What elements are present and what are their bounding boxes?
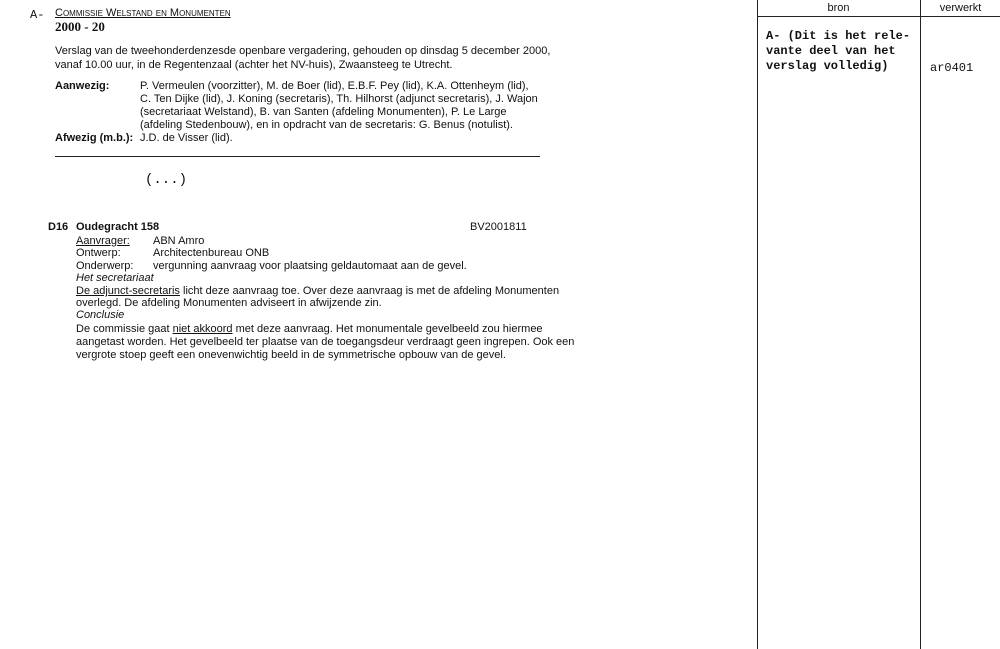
item-code: D16 [48,221,69,233]
present-label: Aanwezig: [55,80,110,92]
present-line-1: P. Vermeulen (voorzitter), M. de Boer (lid), E.B.F. Pey (lid), K.A. Ottenheym (lid), [140,80,529,92]
present-line-2: C. Ten Dijke (lid), J. Koning (secretaris), Th. Hilhorst (adjunct secretaris), J. Wajon [140,93,538,105]
absent-text: J.D. de Visser (lid). [140,132,233,144]
applicant-value: ABN Amro [153,235,205,247]
table-left-border [757,0,758,649]
marker-a: A- [30,8,45,22]
secretariat-line-1-rest: licht deze aanvraag toe. Over deze aanvraag is met de afdeling Monumenten [179,285,560,297]
design-label: Ontwerp: [76,247,121,259]
conclusion-line-3: vergrote stoep geeft een onevenwichtig beeld in de symmetrische opbouw van de gevel. [76,349,506,361]
applicant-label: Aanvrager: [76,235,130,247]
column-header-bron: bron [827,2,850,14]
header-org: Commissie Welstand en Monumenten [55,7,231,19]
ellipsis: (...) [145,172,188,188]
present-line-3: (secretariaat Welstand), B. van Santen (afdeling Monumenten), P. Le Large [140,106,507,118]
item-address: Oudegracht 158 [76,221,160,233]
table-column-divider [920,0,921,649]
item-reference: BV2001811 [470,221,527,233]
processed-code: ar0401 [930,61,974,75]
adjunct-secretaris-text: De adjunct-secretaris [76,285,180,297]
source-note-line-1: A- (Dit is het rele- [766,29,911,43]
conclusion-line-1 [76,322,543,336]
subject-value: vergunning aanvraag voor plaatsing geldautomaat aan de gevel. [153,260,467,272]
design-value: Architectenbureau ONB [153,247,270,259]
absent-label: Afwezig (m.b.): [55,132,134,144]
source-note-line-3: verslag volledig) [766,59,889,73]
intro-line-1: Verslag van de tweehonderdenzesde openbare vergadering, gehouden op dinsdag 5 december 2000, [55,45,551,57]
separator-line [55,156,540,157]
conclusion-line-1-pre: De commissie gaat [76,323,173,335]
table-header-border [757,16,1000,17]
conclusion-heading: Conclusie [76,309,125,321]
conclusion-line-1-post: met deze aanvraag. Het monumentale gevelbeeld zou hiermee [232,323,543,335]
intro-line-2: vanaf 10.00 uur, in de Regentenzaal (achter het NV-huis), Zwaansteeg te Utrecht. [55,59,453,71]
secretariat-line-2: overlegd. De afdeling Monumenten adviseert in afwijzende zin. [76,297,382,309]
subject-label: Onderwerp: [76,260,134,272]
source-note-line-2: vante deel van het [766,44,896,58]
conclusion-line-2: aangetast worden. Het gevelbeeld ter plaatse van de toegangsdeur verdraagt geen ingrepen. Ook een [76,336,575,348]
secretariat-heading: Het secretariaat [76,272,154,284]
present-line-4: (afdeling Stedenbouw), en in opdracht van de secretaris: G. Benus (notulist). [140,119,513,131]
header-code: 2000 - 20 [55,19,105,34]
niet-akkoord-text: niet akkoord [172,323,233,335]
column-header-verwerkt: verwerkt [939,2,982,14]
